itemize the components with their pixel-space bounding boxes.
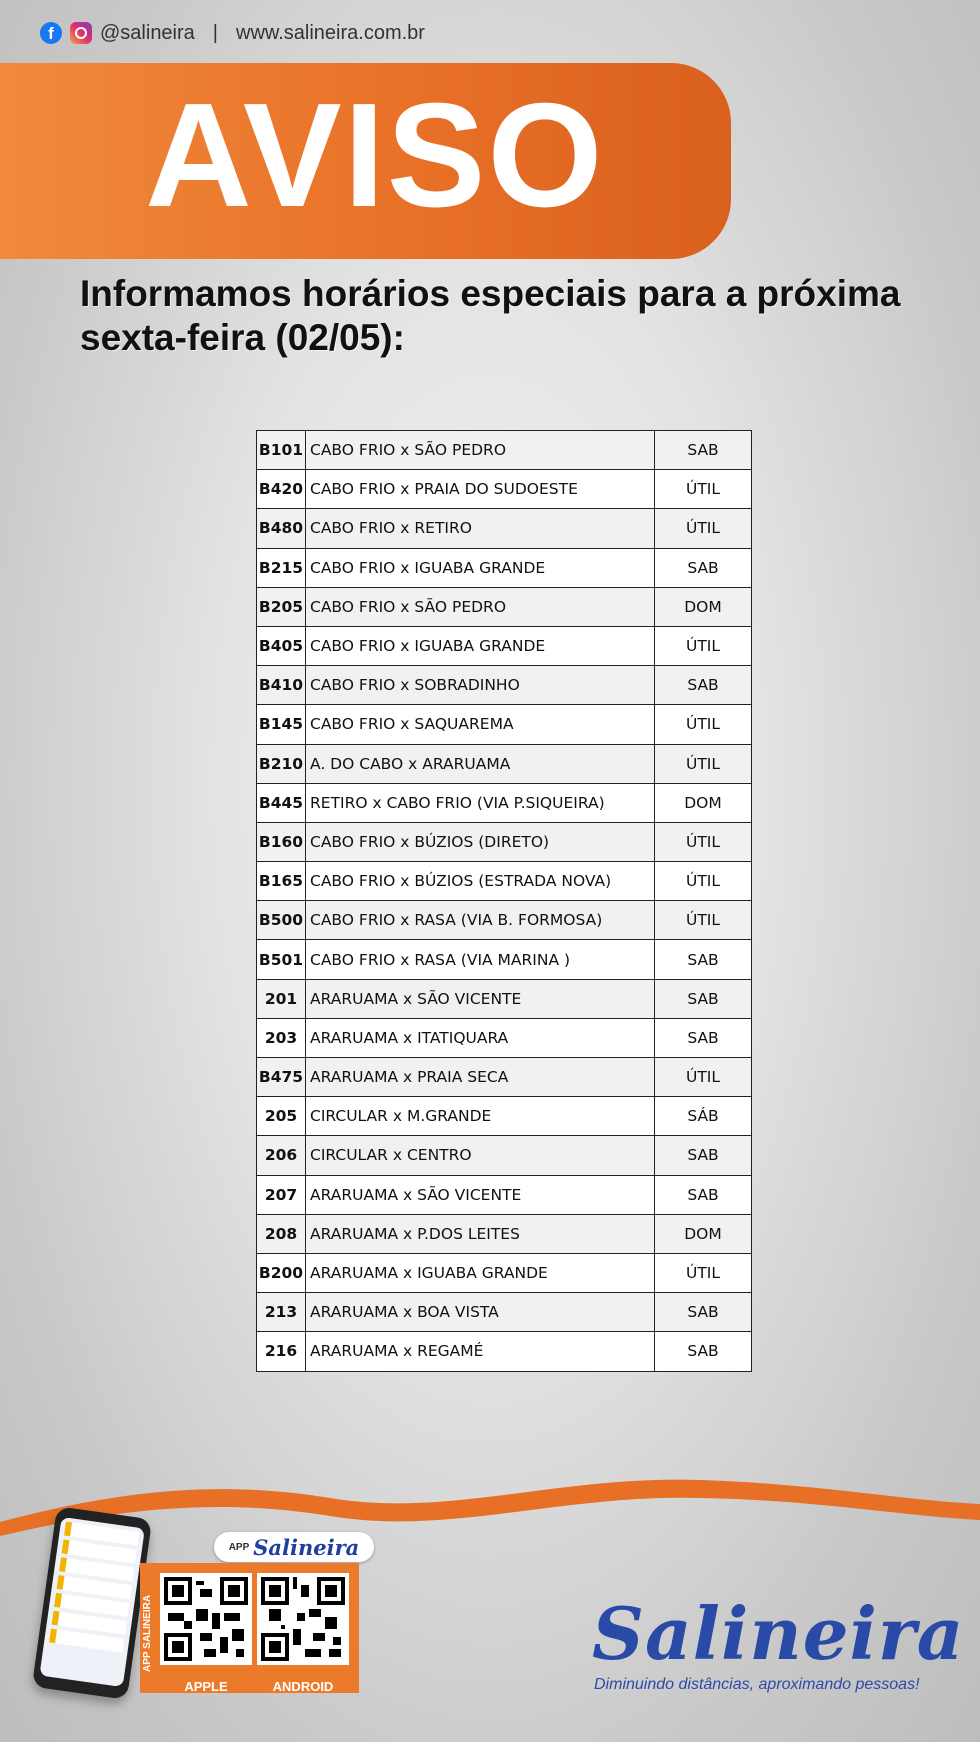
line-code-cell: B501 (257, 940, 306, 979)
line-code-cell: B480 (257, 509, 306, 548)
route-cell: ARARUAMA x PRAIA SECA (306, 1058, 655, 1097)
salineira-logo: Salineira (592, 1591, 965, 1676)
route-cell: CABO FRIO x SÃO PEDRO (306, 587, 655, 626)
route-cell: CABO FRIO x BÚZIOS (ESTRADA NOVA) (306, 862, 655, 901)
table-row (257, 1332, 752, 1371)
table-row (257, 822, 752, 861)
route-cell: ARARUAMA x SÃO VICENTE (306, 979, 655, 1018)
table-row (257, 1136, 752, 1175)
route-cell: CABO FRIO x BÚZIOS (DIRETO) (306, 822, 655, 861)
table-row (257, 1097, 752, 1136)
day-type-cell: ÚTIL (655, 822, 752, 861)
day-type-cell: ÚTIL (655, 1058, 752, 1097)
table-row (257, 548, 752, 587)
route-cell: CIRCULAR x M.GRANDE (306, 1097, 655, 1136)
line-code-cell: B475 (257, 1058, 306, 1097)
day-type-cell: ÚTIL (655, 470, 752, 509)
route-cell: CABO FRIO x IGUABA GRANDE (306, 548, 655, 587)
table-row (257, 1018, 752, 1057)
social-handle[interactable]: @salineira (100, 21, 195, 44)
day-type-cell: SAB (655, 1175, 752, 1214)
table-row (257, 1214, 752, 1253)
line-code-cell: 207 (257, 1175, 306, 1214)
route-cell: CABO FRIO x SOBRADINHO (306, 666, 655, 705)
day-type-cell: SAB (655, 548, 752, 587)
table-row (257, 783, 752, 822)
day-type-cell: SAB (655, 431, 752, 470)
app-name: Salineira (253, 1534, 360, 1560)
route-cell: CABO FRIO x IGUABA GRANDE (306, 626, 655, 665)
brand-tagline: Diminuindo distâncias, aproximando pessoas! (594, 1676, 920, 1693)
route-cell: ARARUAMA x P.DOS LEITES (306, 1214, 655, 1253)
day-type-cell: DOM (655, 1214, 752, 1253)
social-bar (40, 18, 425, 48)
route-cell: RETIRO x CABO FRIO (VIA P.SIQUEIRA) (306, 783, 655, 822)
line-code-cell: 216 (257, 1332, 306, 1371)
line-code-cell: 205 (257, 1097, 306, 1136)
schedule-table (256, 430, 752, 1372)
table-row (257, 431, 752, 470)
table-row (257, 862, 752, 901)
app-logo-pill (214, 1532, 374, 1562)
table-row (257, 1253, 752, 1292)
table-row (257, 509, 752, 548)
banner-title: AVISO (145, 73, 605, 238)
qr-codes-box (140, 1563, 359, 1693)
day-type-cell: SAB (655, 1136, 752, 1175)
line-code-cell: 203 (257, 1018, 306, 1057)
day-type-cell: SÁB (655, 1097, 752, 1136)
table-row (257, 744, 752, 783)
table-row (257, 1175, 752, 1214)
route-cell: ARARUAMA x BOA VISTA (306, 1293, 655, 1332)
line-code-cell: 213 (257, 1293, 306, 1332)
android-label: ANDROID (272, 1679, 334, 1694)
app-side-label: APP SALINEIRA (142, 1594, 153, 1672)
website-link[interactable]: www.salineira.com.br (236, 21, 425, 44)
day-type-cell: ÚTIL (655, 901, 752, 940)
route-cell: ARARUAMA x IGUABA GRANDE (306, 1253, 655, 1292)
line-code-cell: B445 (257, 783, 306, 822)
route-cell: CIRCULAR x CENTRO (306, 1136, 655, 1175)
route-cell: ARARUAMA x REGAMÉ (306, 1332, 655, 1371)
table-row (257, 940, 752, 979)
line-code-cell: B205 (257, 587, 306, 626)
instagram-icon[interactable] (70, 22, 92, 44)
day-type-cell: ÚTIL (655, 862, 752, 901)
table-row (257, 666, 752, 705)
day-type-cell: ÚTIL (655, 744, 752, 783)
line-code-cell: B405 (257, 626, 306, 665)
day-type-cell: SAB (655, 940, 752, 979)
qr-pattern-icon (164, 1577, 248, 1661)
line-code-cell: B200 (257, 1253, 306, 1292)
table-row (257, 626, 752, 665)
table-row (257, 1293, 752, 1332)
route-cell: CABO FRIO x RASA (VIA B. FORMOSA) (306, 901, 655, 940)
route-cell: A. DO CABO x ARARUAMA (306, 744, 655, 783)
day-type-cell: SAB (655, 1018, 752, 1057)
day-type-cell: SAB (655, 1293, 752, 1332)
subtitle-line-1: Informamos horários especiais para a próxima (80, 273, 901, 314)
line-code-cell: B101 (257, 431, 306, 470)
apple-qr-code[interactable] (160, 1573, 252, 1694)
table-row (257, 1058, 752, 1097)
apple-label: APPLE (184, 1679, 228, 1694)
day-type-cell: SAB (655, 979, 752, 1018)
day-type-cell: ÚTIL (655, 626, 752, 665)
route-cell: CABO FRIO x PRAIA DO SUDOESTE (306, 470, 655, 509)
line-code-cell: B145 (257, 705, 306, 744)
qr-pattern-icon (261, 1577, 345, 1661)
line-code-cell: 201 (257, 979, 306, 1018)
line-code-cell: 206 (257, 1136, 306, 1175)
line-code-cell: B500 (257, 901, 306, 940)
line-code-cell: B410 (257, 666, 306, 705)
day-type-cell: DOM (655, 587, 752, 626)
day-type-cell: ÚTIL (655, 1253, 752, 1292)
table-row (257, 470, 752, 509)
route-cell: CABO FRIO x SAQUAREMA (306, 705, 655, 744)
line-code-cell: B160 (257, 822, 306, 861)
line-code-cell: B210 (257, 744, 306, 783)
day-type-cell: DOM (655, 783, 752, 822)
notice-subtitle (80, 272, 940, 360)
phone-screen (39, 1517, 144, 1687)
day-type-cell: SAB (655, 1332, 752, 1371)
table-row (257, 979, 752, 1018)
route-cell: CABO FRIO x RETIRO (306, 509, 655, 548)
table-row (257, 901, 752, 940)
line-code-cell: 208 (257, 1214, 306, 1253)
day-type-cell: ÚTIL (655, 509, 752, 548)
table-row (257, 587, 752, 626)
app-prefix: APP (228, 1541, 250, 1553)
line-code-cell: B420 (257, 470, 306, 509)
table-row (257, 705, 752, 744)
route-cell: CABO FRIO x SÃO PEDRO (306, 431, 655, 470)
route-cell: CABO FRIO x RASA (VIA MARINA ) (306, 940, 655, 979)
facebook-icon[interactable]: f (40, 22, 62, 44)
line-code-cell: B215 (257, 548, 306, 587)
route-cell: ARARUAMA x ITATIQUARA (306, 1018, 655, 1057)
line-code-cell: B165 (257, 862, 306, 901)
day-type-cell: SAB (655, 666, 752, 705)
separator: | (212, 21, 218, 44)
route-cell: ARARUAMA x SÃO VICENTE (306, 1175, 655, 1214)
day-type-cell: ÚTIL (655, 705, 752, 744)
subtitle-line-2: sexta-feira (02/05): (80, 317, 405, 358)
android-qr-code[interactable] (257, 1573, 349, 1694)
